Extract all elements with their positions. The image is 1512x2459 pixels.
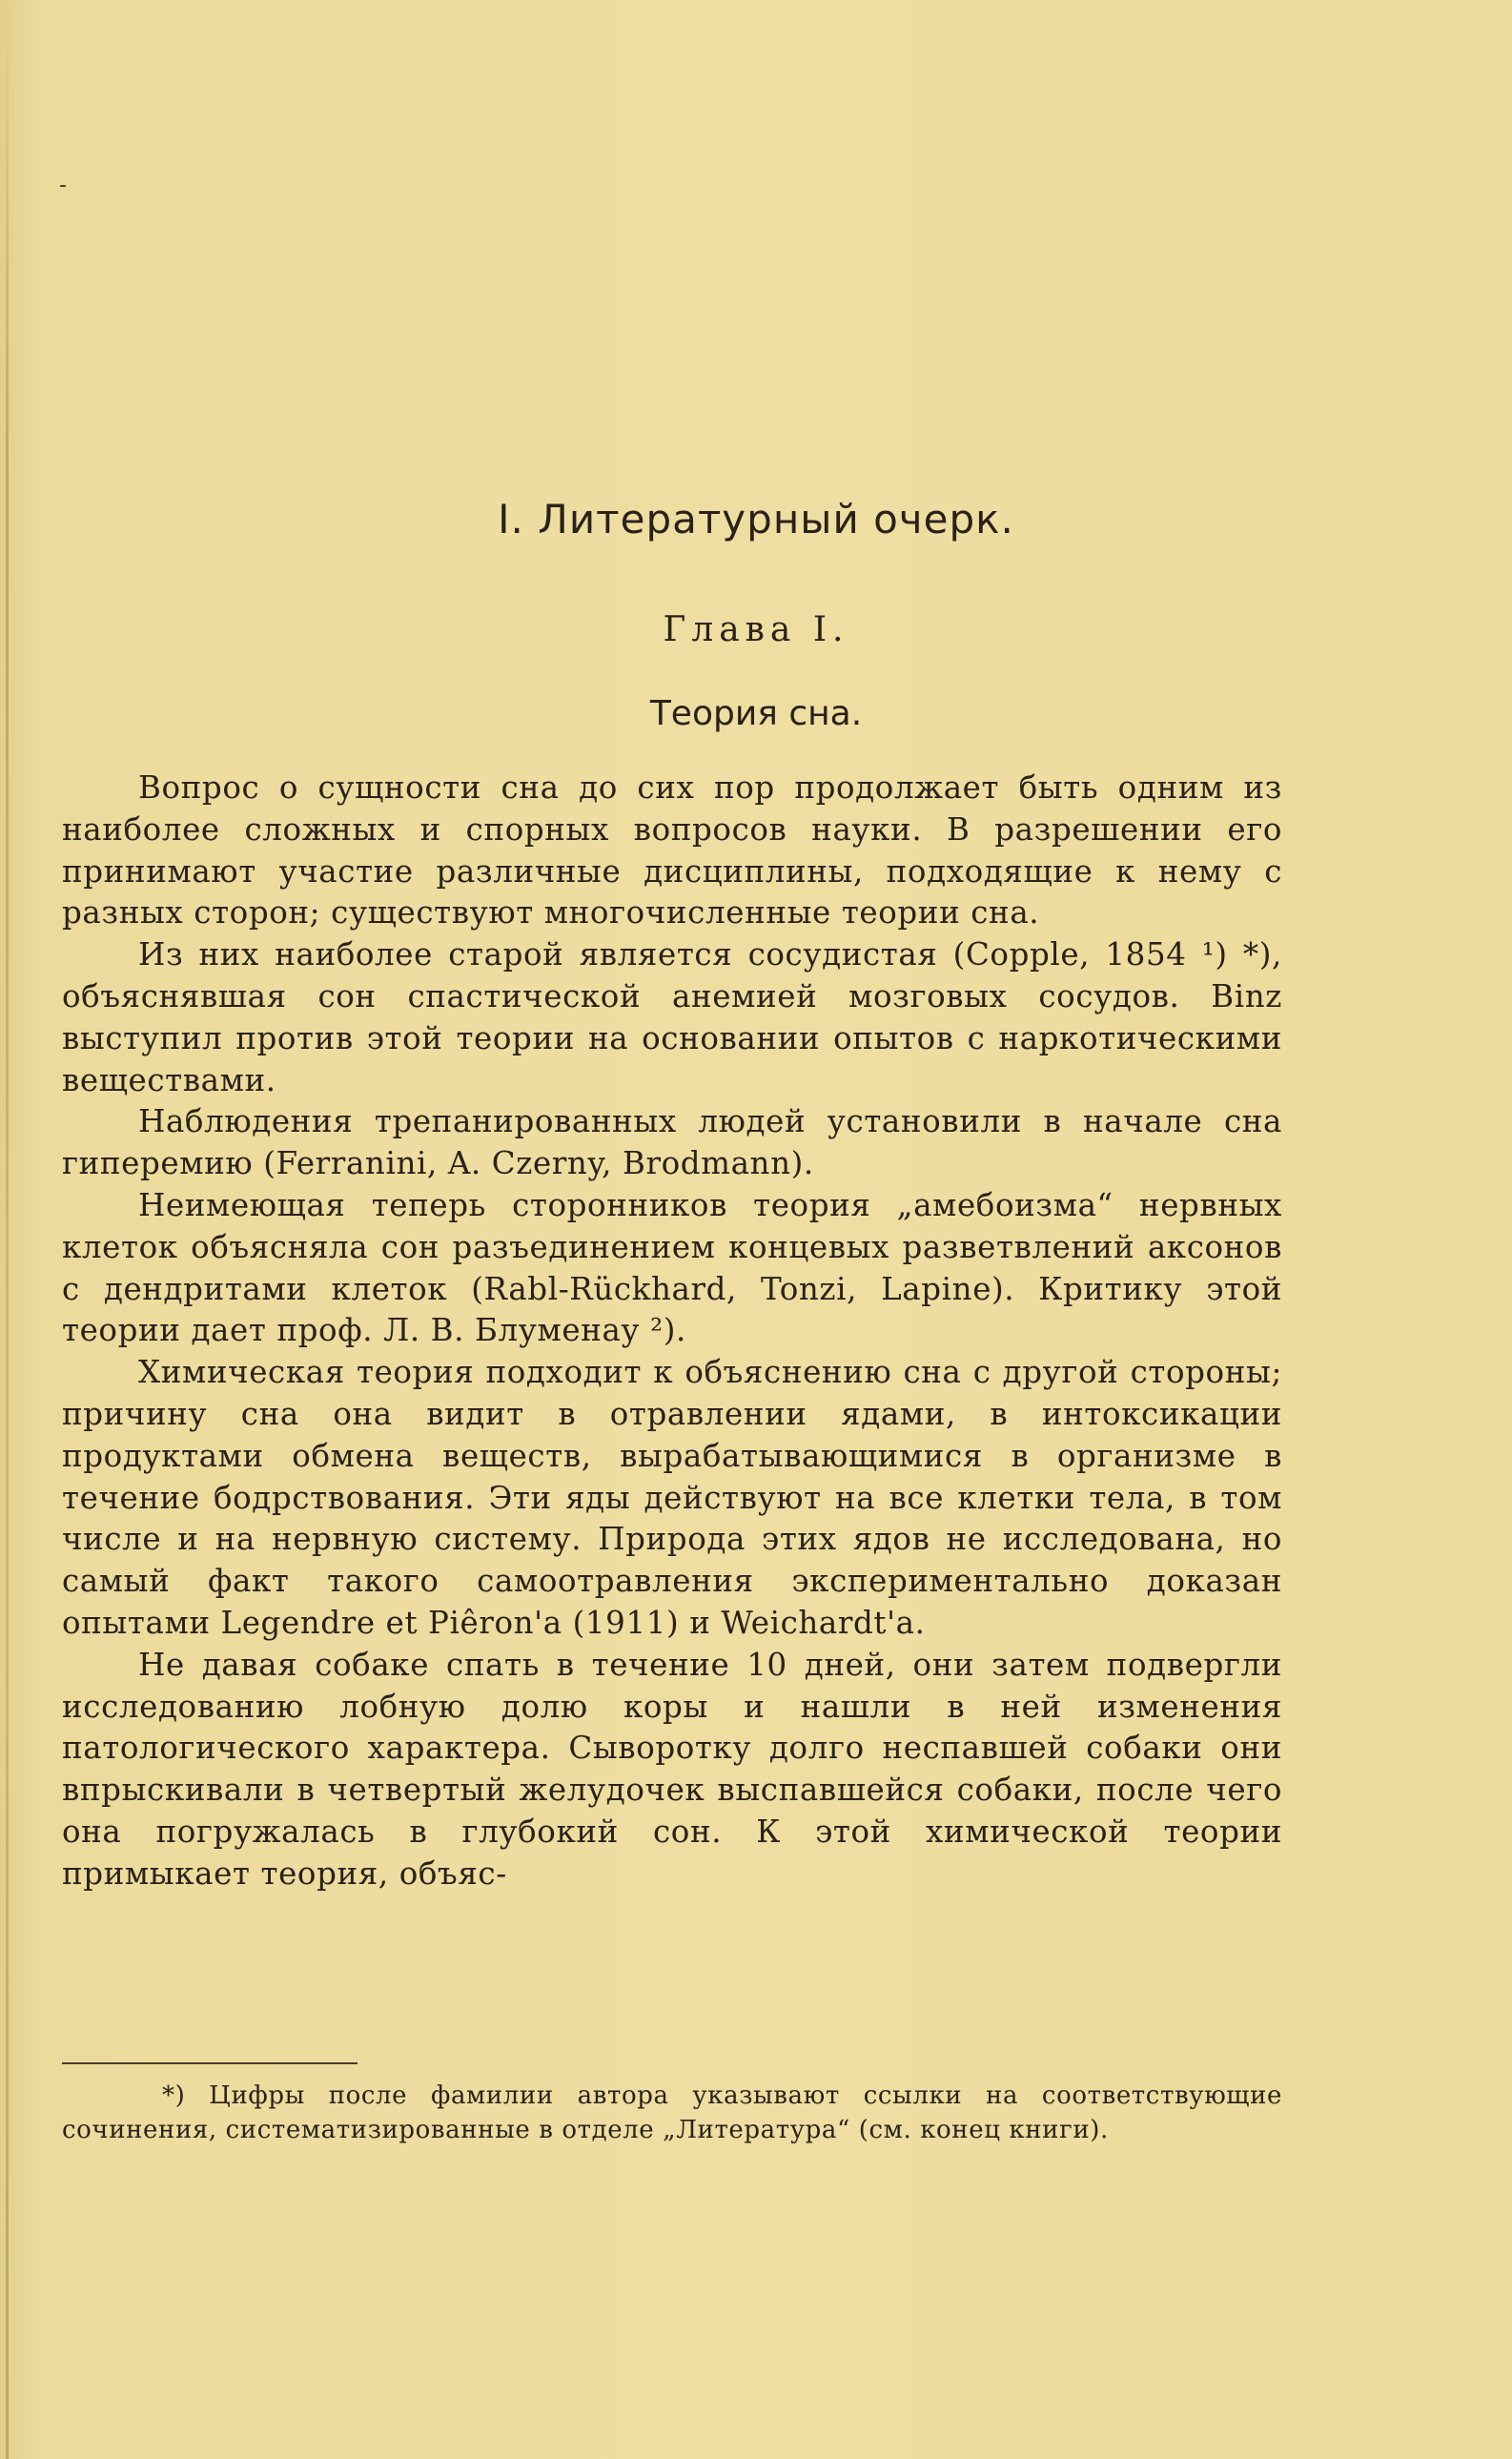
paragraph: Химическая теория подходит к объяснению сна с другой стороны; причину сна она видит в отравлении ядами, в интоксикации продуктами обмена веществ, вырабатывающимися в организме в течение бодрствования. Эти яды действуют на все клетки тела, в том числе и на нервную систему. Природа этих ядов не исследована, но самый факт такого самоотравления экспериментально доказан опытами Legendre et Piêron'a (1911) и Weichardt'a. <box>62 1354 1282 1641</box>
printing-speck: - <box>59 174 67 197</box>
page-edge-shadow <box>6 0 9 2459</box>
paragraph: Вопрос о сущности сна до сих пор продолжает быть одним из наиболее сложных и спорных вопросов науки. В разрешении его принимают участие различные дисциплины, подходящие к нему с разных сторон; существуют многочисленные теории сна. <box>62 769 1282 932</box>
chapter-label: Глава I. <box>663 610 849 649</box>
footnote: *) Цифры после фамилии автора указывают ссылки на соответствующие сочинения, систематизированные в отделе „Литература“ (см. конец книги). <box>62 2081 1282 2144</box>
footnote-divider <box>62 2062 358 2064</box>
part-title: I. Литературный очерк. <box>498 496 1014 543</box>
body-text <box>62 768 1282 1895</box>
paragraph: Не давая собаке спать в течение 10 дней, они затем подвергли исследованию лобную долю коры и нашли в ней изменения патологического характера. Сыворотку долго неспавшей собаки они впрыскивали в четвертый желудочек выспавшейся собаки, после чего она погружалась в глубокий сон. К этой химической теории примыкает теория, объяс- <box>62 1646 1282 1892</box>
section-title: Теория сна. <box>649 694 863 733</box>
paragraph: Из них наиболее старой является сосудистая (Copple, 1854 ¹) *), объяснявшая сон спастической анемией мозговых сосудов. Binz выступил против этой теории на основании опытов с наркотическими веществами. <box>62 936 1282 1098</box>
paragraph: Наблюдения трепанированных людей установили в начале сна гиперемию (Ferranini, A. Czerny, Brodmann). <box>62 1103 1282 1182</box>
paragraph: Неимеющая теперь сторонников теория „амебоизма“ нервных клеток объясняла сон разъединением концевых разветвлений аксонов с дендритами клеток (Rabl-Rückhard, Tonzi, Lapine). Критику этой теории дает проф. Л. В. Блуменау ²). <box>62 1186 1282 1349</box>
